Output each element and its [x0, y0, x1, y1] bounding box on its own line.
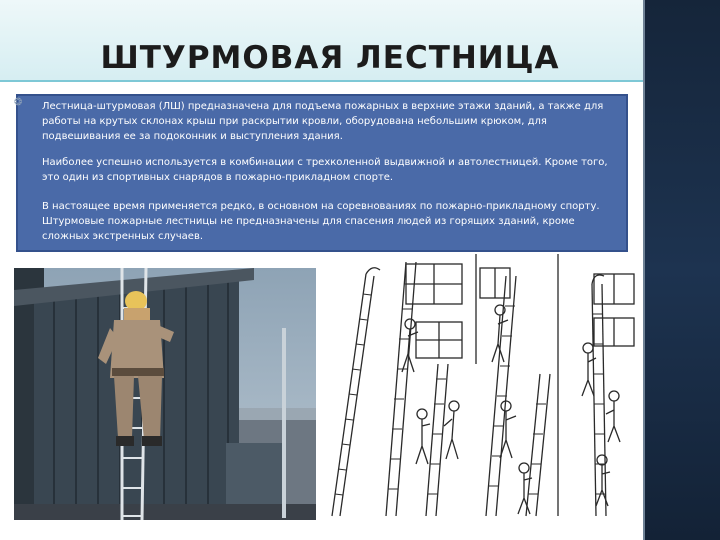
paragraph-current-use: В настоящее время применяется редко, в основном на соревнованиях по пожарно-прикладному спорту. Штурмовые пожарные лестницы не предназначены для спасения людей из горящих зданий, кроме сложных экстренных случаев. — [42, 201, 600, 242]
ladder-usage-drawing — [326, 254, 642, 520]
firefighter-climbing-photo — [14, 268, 316, 520]
paragraph-purpose: Лестница-штурмовая (ЛШ) предназначена для подъема пожарных в верхние этажи зданий, а также для работы на крутых склонах крыш при раскрытии кровли, оборудована небольшим крюком, для подвешивания ее за подоконник и выступления здания. — [42, 101, 604, 142]
gear-bullet-icon: ❂ — [14, 97, 23, 108]
band-edge — [643, 0, 645, 540]
paragraph-usage: Наиболее успешно используется в комбинации с трехколенной выдвижной и автолестницей. Кроме того, это один из спортивных снарядов в пожарно-прикладном спорте. — [42, 157, 608, 183]
slide-title: ШТУРМОВАЯ ЛЕСТНИЦА — [100, 40, 560, 76]
ladder-sketch — [326, 254, 642, 520]
right-decorative-band — [643, 0, 720, 540]
photo-illustration — [14, 268, 316, 520]
